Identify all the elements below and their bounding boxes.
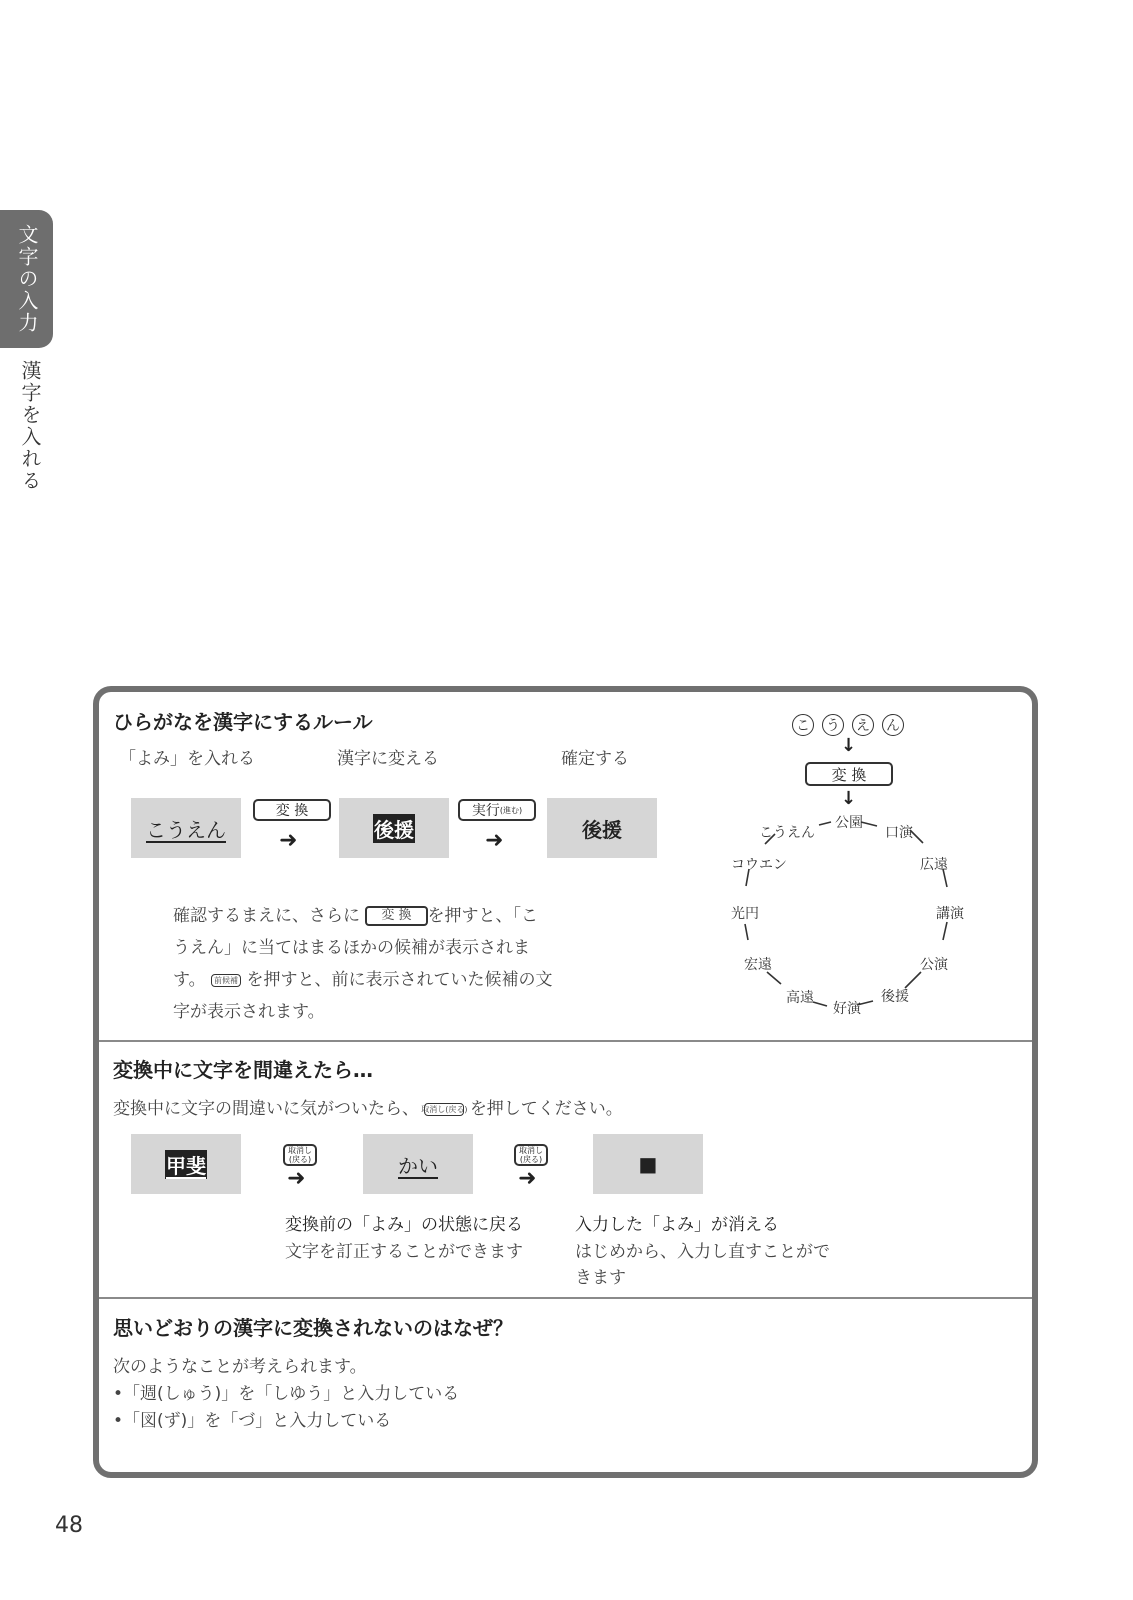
rule-title: ひらがなを漢字にするルール bbox=[113, 710, 373, 734]
cancel-key-inline: 取消し(戻る) bbox=[421, 1104, 468, 1114]
step-label-3: 確定する bbox=[561, 749, 629, 769]
info-box bbox=[93, 686, 1038, 1478]
chapter-tab-label: 文字の入力 bbox=[15, 224, 39, 334]
candidate: 広遠 bbox=[920, 857, 948, 873]
caption-2-title: 入力した「よみ」が消える bbox=[575, 1215, 779, 1235]
kanji-box bbox=[131, 1134, 241, 1194]
kana-circle: ん bbox=[882, 714, 904, 736]
candidate: 口演 bbox=[885, 825, 913, 841]
execute-key: 実行 (進む) bbox=[458, 799, 536, 821]
section-label: 漢字を入れる bbox=[18, 360, 42, 492]
candidate: 公園 bbox=[835, 815, 863, 831]
arrow-right-icon: ➜ bbox=[485, 828, 504, 853]
candidate: 光円 bbox=[731, 906, 759, 922]
cancel-key: 取消し (戻る) bbox=[514, 1144, 548, 1166]
candidate: 公演 bbox=[920, 957, 948, 973]
candidate: 高遠 bbox=[786, 990, 814, 1006]
cursor-box bbox=[593, 1134, 703, 1194]
why-intro: 次のようなことが考えられます。 bbox=[113, 1357, 367, 1377]
mistake-title: 変換中に文字を間違えたら… bbox=[113, 1058, 373, 1082]
kana-circle: う bbox=[822, 714, 844, 736]
why-item: •「図(ず)」を「づ」と入力している bbox=[113, 1411, 392, 1431]
arrow-right-icon: ➜ bbox=[287, 1166, 306, 1191]
kana-circle: え bbox=[852, 714, 874, 736]
candidate: 講演 bbox=[936, 906, 964, 922]
prev-candidate-key: 前候補 bbox=[211, 974, 241, 987]
kana-circle: こ bbox=[792, 714, 814, 736]
caption-2-body-2: きます bbox=[575, 1268, 626, 1288]
confirmed-text: 後援 bbox=[582, 817, 622, 842]
candidate: コウエン bbox=[731, 857, 787, 873]
candidate: こうえん bbox=[759, 825, 815, 841]
step-label-1: 「よみ」を入れる bbox=[119, 749, 255, 769]
candidate-ring-lines bbox=[727, 812, 957, 1022]
reading-box-2 bbox=[363, 1134, 473, 1194]
rule-note: 確認するまえに、さらに 変 換 を押すと、「こ うえん」に当てはまるほかの候補が表示されま す。 前候補 を押すと、前に表示されていた候補の文 字が表示されます。 bbox=[173, 906, 553, 1022]
caption-1-title: 変換前の「よみ」の状態に戻る bbox=[285, 1215, 523, 1235]
arrow-right-icon: ➜ bbox=[279, 828, 298, 853]
reading-text: こうえん bbox=[146, 817, 226, 842]
candidate: 宏遠 bbox=[744, 957, 772, 973]
why-item: •「週(しゅう)」を「しゆう」と入力している bbox=[113, 1384, 460, 1404]
section-divider bbox=[99, 1297, 1032, 1299]
converted-text: 後援 bbox=[373, 814, 415, 843]
cancel-key: 取消し (戻る) bbox=[283, 1144, 317, 1166]
reading-text-2: かい bbox=[398, 1153, 438, 1178]
arrow-down-icon: ↓ bbox=[841, 735, 857, 756]
diagram-convert-key: 変 換 bbox=[805, 762, 893, 786]
candidate: 好演 bbox=[833, 1001, 861, 1017]
confirmed-box bbox=[547, 798, 657, 858]
caption-2-body-1: はじめから、入力し直すことがで bbox=[575, 1242, 830, 1262]
convert-key-inline: 変 換 bbox=[365, 906, 427, 926]
caption-1-body: 文字を訂正することができます bbox=[285, 1242, 523, 1262]
convert-key: 変 換 bbox=[253, 799, 331, 821]
kanji-text: 甲斐 bbox=[165, 1150, 207, 1179]
step-label-2: 漢字に変える bbox=[337, 749, 439, 769]
arrow-down-icon: ↓ bbox=[841, 788, 857, 809]
reading-box bbox=[131, 798, 241, 858]
cursor-icon: ■ bbox=[638, 1152, 658, 1176]
section-divider bbox=[99, 1040, 1032, 1042]
why-title: 思いどおりの漢字に変換されないのはなぜ？ bbox=[113, 1316, 513, 1340]
chapter-tab[interactable] bbox=[0, 210, 53, 348]
candidate: 後援 bbox=[881, 989, 909, 1005]
mistake-desc: 変換中に文字の間違いに気がついたら、 取消し(戻る) を押してください。 bbox=[113, 1099, 623, 1119]
converted-box bbox=[339, 798, 449, 858]
page-number: 48 bbox=[55, 1513, 83, 1538]
arrow-right-icon: ➜ bbox=[518, 1166, 537, 1191]
